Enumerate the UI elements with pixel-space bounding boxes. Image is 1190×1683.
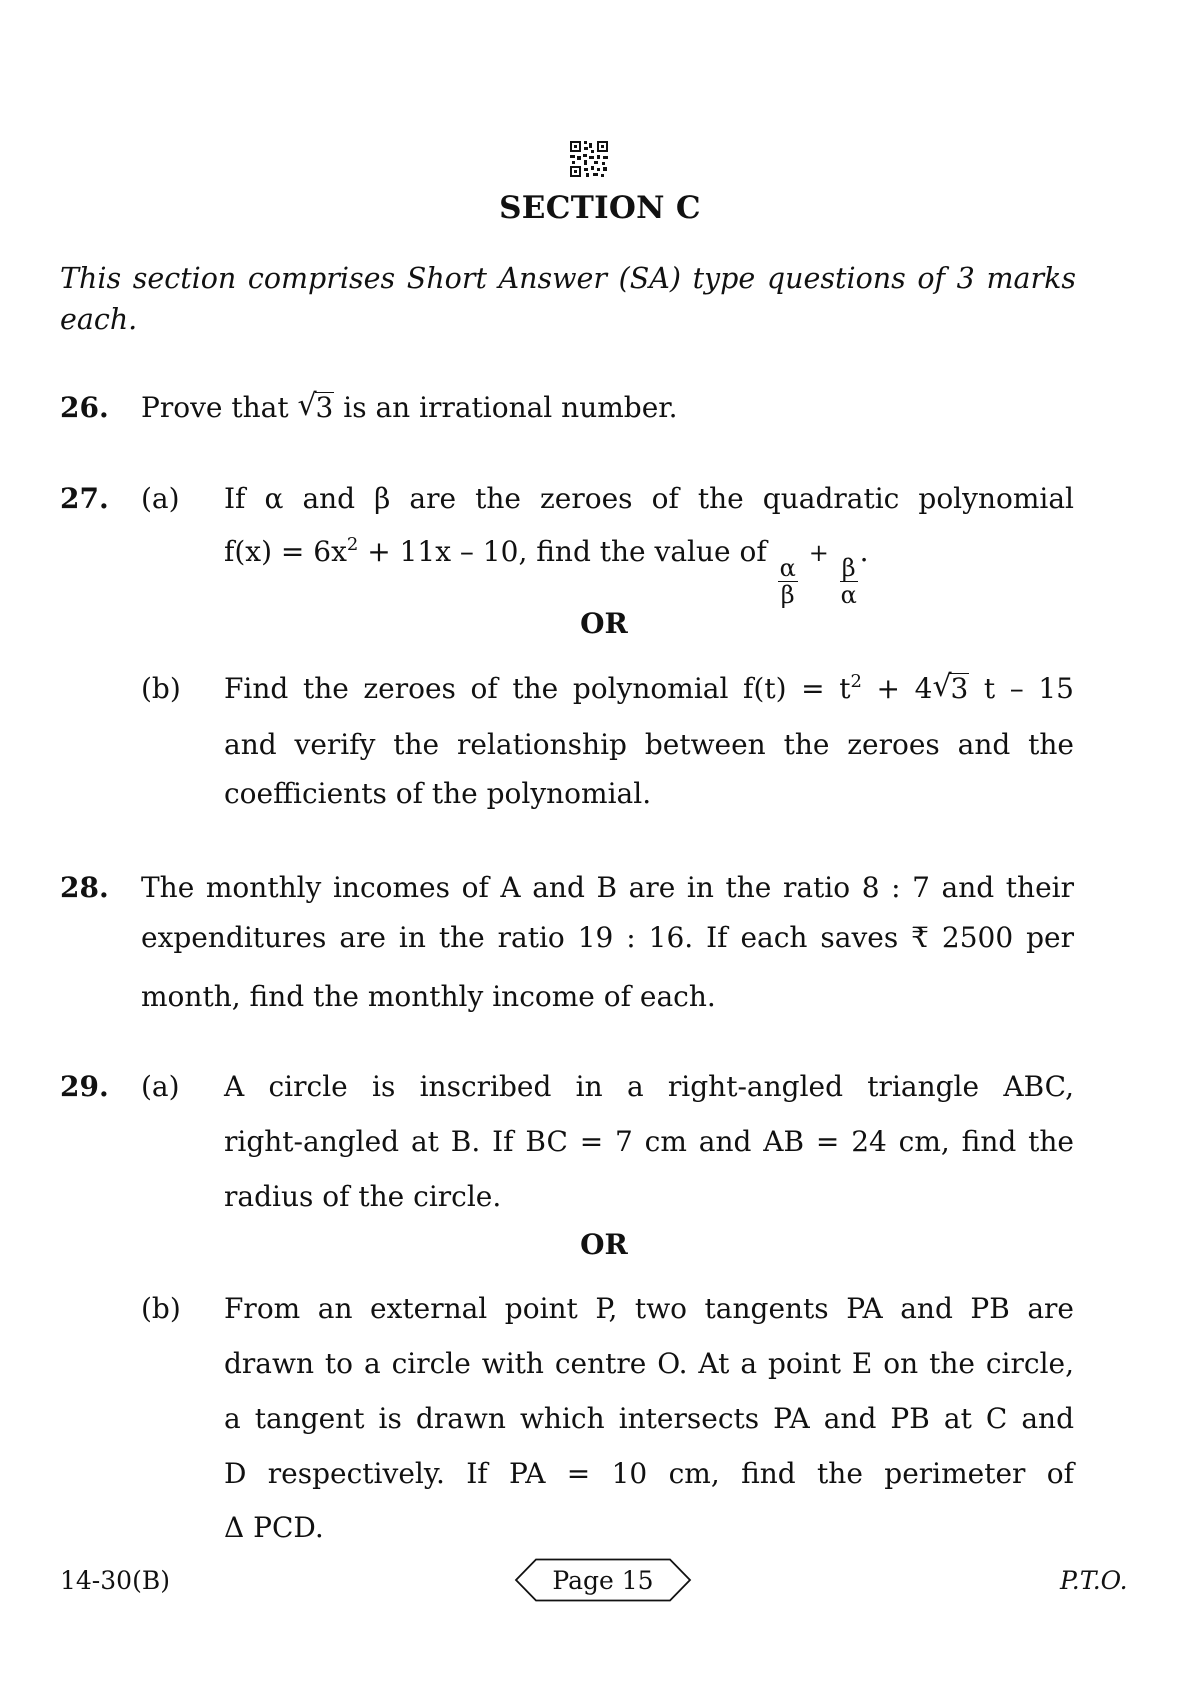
- part-label-27a: (a): [141, 482, 180, 515]
- q27a-line-2: $f(x) = 6x^2 + 11x - 10$, find the value of $\frac{\alpha}{\beta}$ + $\frac{\beta}{\alpha}$ .: [224, 534, 869, 609]
- q26-text-after: is an irrational number.: [343, 391, 678, 424]
- q26-text-before: Prove that: [141, 391, 289, 424]
- q27b-line-1: Find the zeroes of the polynomial $f(t) = t^2 + 4$ √ 3 t – 15: [224, 669, 1074, 705]
- square-root-symbol: √ 3: [932, 669, 969, 705]
- q28-line-1: The monthly incomes of A and B are in the ratio 8 : 7 and their: [141, 871, 1074, 904]
- paper-code: 14-30(B): [60, 1566, 170, 1595]
- question-26-text: [141, 388, 678, 424]
- or-divider-27: OR: [580, 607, 628, 640]
- q29a-line-1: A circle is inscribed in a right-angled triangle ABC,: [224, 1070, 1074, 1103]
- please-turn-over: P.T.O.: [1060, 1566, 1128, 1595]
- page-number: Page 15: [552, 1566, 654, 1595]
- q29b-line-4: D respectively. If PA = 10 cm, find the perimeter of: [224, 1457, 1074, 1490]
- q29b-line-3: a tangent is drawn which intersects PA and PB at C and: [224, 1402, 1074, 1435]
- page-number-badge: [514, 1558, 692, 1602]
- question-number-28: 28.: [60, 871, 109, 904]
- fraction-beta-over-alpha: $\frac{\beta}{\alpha}$: [840, 554, 857, 609]
- q28-line-3: month, find the monthly income of each.: [141, 980, 716, 1013]
- q29b-line-2: drawn to a circle with centre O. At a point E on the circle,: [224, 1347, 1074, 1380]
- question-number-29: 29.: [60, 1070, 109, 1103]
- instructions-line-2: each.: [60, 303, 138, 336]
- fraction-alpha-over-beta: $\frac{\alpha}{\beta}$: [779, 554, 796, 609]
- q29b-line-1: From an external point P, two tangents PA and PB are: [224, 1292, 1074, 1325]
- section-title: SECTION C: [499, 190, 701, 226]
- part-label-27b: (b): [141, 672, 181, 705]
- q29a-line-3: radius of the circle.: [224, 1180, 502, 1213]
- question-number-26: 26.: [60, 391, 109, 424]
- question-number-27: 27.: [60, 482, 109, 515]
- part-label-29b: (b): [141, 1292, 181, 1325]
- q27a-line-1: If α and β are the zeroes of the quadratic polynomial: [224, 482, 1074, 515]
- or-divider-29: OR: [580, 1228, 628, 1261]
- q29a-line-2: right-angled at B. If BC = 7 cm and AB = 24 cm, find the: [224, 1125, 1074, 1158]
- instructions-line-1: This section comprises Short Answer (SA) type questions of 3 marks: [60, 262, 1076, 295]
- q27b-line-3: coefficients of the polynomial.: [224, 777, 652, 810]
- qr-code-icon: [569, 140, 609, 178]
- q28-line-2: expenditures are in the ratio 19 : 16. If each saves ₹ 2500 per: [141, 921, 1074, 954]
- square-root-symbol: √ 3: [297, 388, 334, 424]
- q27b-line-2: and verify the relationship between the zeroes and the: [224, 728, 1074, 761]
- q29b-line-5: Δ PCD.: [224, 1511, 324, 1544]
- part-label-29a: (a): [141, 1070, 180, 1103]
- section-instructions: [60, 258, 1076, 340]
